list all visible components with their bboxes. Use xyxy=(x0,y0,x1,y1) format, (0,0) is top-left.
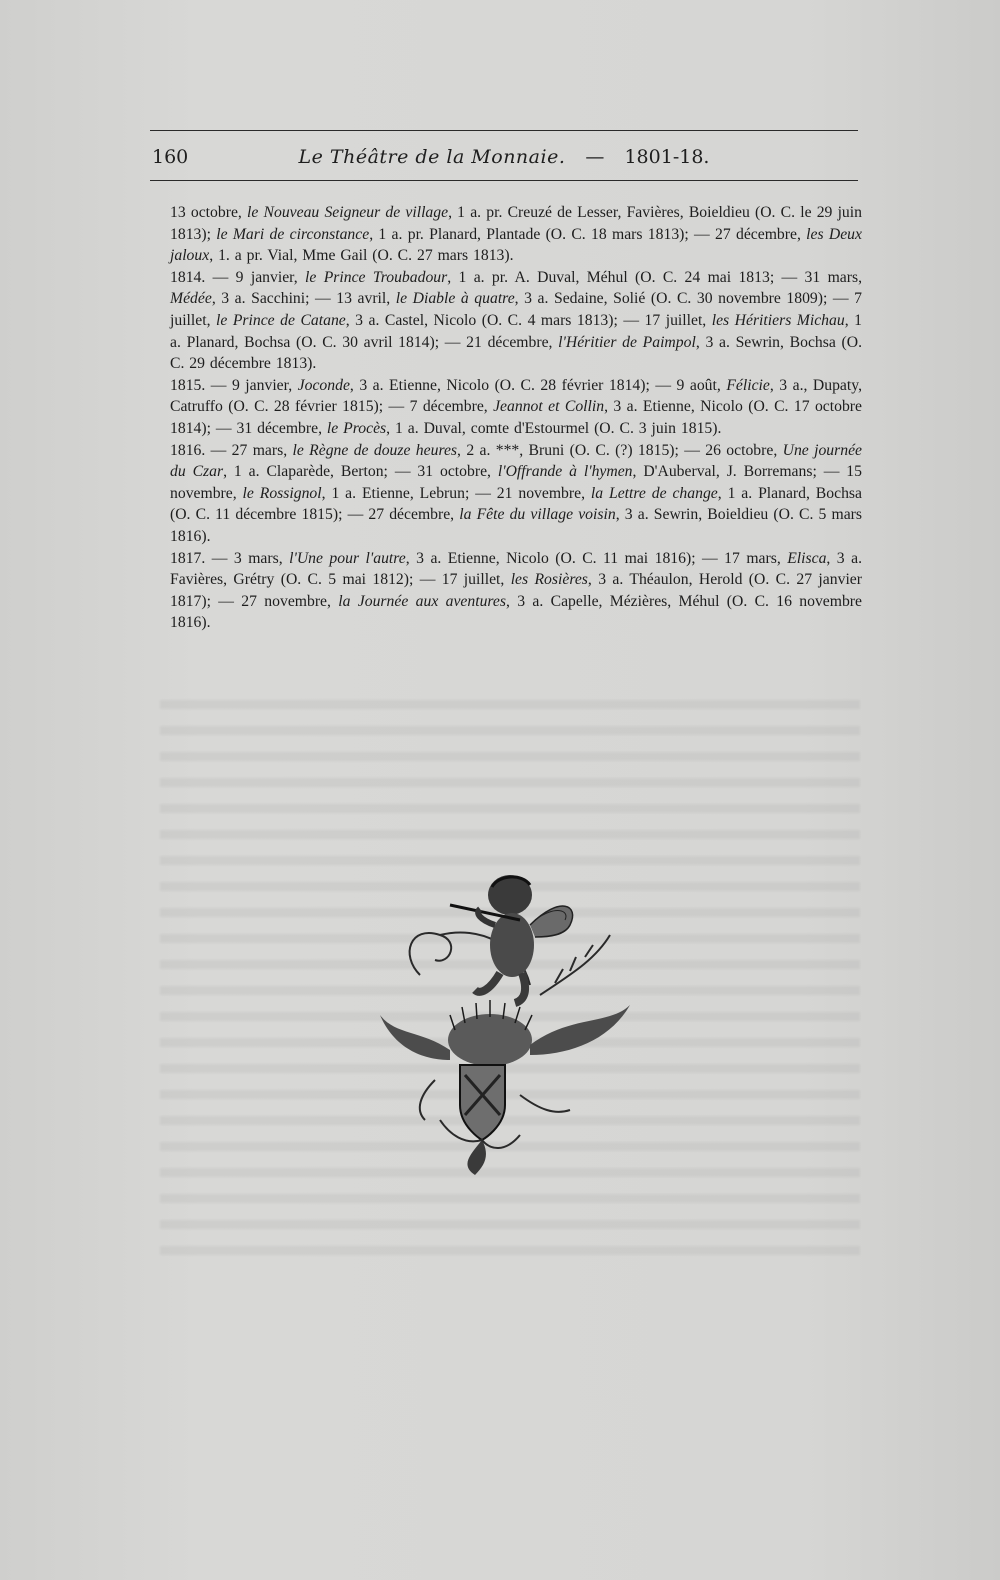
year-entry xyxy=(170,548,862,634)
work-title: l'Offrande à l'hymen xyxy=(497,463,633,481)
entry-text: , 3 a. Etienne, Nicolo (O. C. 11 mai 1816); — 17 mars, xyxy=(405,549,788,567)
entry-text: — 27 mars, xyxy=(205,441,293,459)
running-header xyxy=(150,142,858,174)
work-title: Médée xyxy=(170,290,212,308)
entry-text: — 9 janvier, xyxy=(205,376,298,394)
work-title: les Héritiers Michau xyxy=(711,311,845,329)
chronology-text xyxy=(170,202,862,634)
work-title: Une journée du Czar xyxy=(170,441,863,481)
book-title: Le Théâtre de la Monnaie. xyxy=(298,146,566,168)
work-title: la Journée aux aventures xyxy=(338,592,507,610)
entry-text: 13 octobre, xyxy=(170,204,248,221)
entry-text: , 1 a. pr. Creuzé de Lesser, Favières, Boieldieu (O. C. le 29 juin 1813); xyxy=(170,204,862,243)
work-title: les Rosières xyxy=(510,571,588,589)
header-rule-bottom xyxy=(150,180,858,181)
work-title: l'Héritier de Paimpol xyxy=(558,333,696,351)
year-entry xyxy=(170,267,862,375)
entry-text: — 3 mars, xyxy=(205,549,290,567)
entry-text: , 1 a. Planard, Bochsa (O. C. 30 avril 1814); — 21 décembre, xyxy=(170,311,862,351)
work-title: le Nouveau Seigneur de village xyxy=(247,204,449,221)
work-title: Joconde xyxy=(297,376,350,394)
year-label: 1814. xyxy=(170,268,206,286)
entry-text: , 3 a. Etienne, Nicolo (O. C. 28 février 1814); — 9 août, xyxy=(349,376,727,394)
work-title: le Rossignol xyxy=(242,484,322,502)
entry-text: , 1 a. Claparède, Berton; — 31 octobre, xyxy=(223,463,498,481)
work-title: la Fête du village voisin xyxy=(459,506,616,524)
work-title: la Lettre de change xyxy=(590,484,718,502)
year-label: 1817. xyxy=(170,549,206,567)
work-title: le Mari de circonstance xyxy=(216,225,370,243)
page-number: 160 xyxy=(152,146,189,168)
entry-text: , 3 a., Dupaty, Catruffo (O. C. 28 février 1815); — 7 décembre, xyxy=(170,376,862,416)
entry-text: , 1 a. Etienne, Lebrun; — 21 novembre, xyxy=(321,484,591,502)
work-title: les Deux jaloux xyxy=(170,225,862,265)
entry-text: — 9 janvier, xyxy=(205,268,306,286)
entry-text: , 3 a. Capelle, Mézières, Méhul (O. C. 16 novembre 1816). xyxy=(170,592,862,632)
work-title: Félicie xyxy=(726,376,770,394)
entry-text: , 1 a. Planard, Bochsa (O. C. 11 décembre 1815); — 27 décembre, xyxy=(170,484,862,524)
year-label: 1815. xyxy=(170,376,206,394)
header-separator: — xyxy=(585,146,605,168)
year-entry xyxy=(170,202,862,267)
work-title: le Diable à quatre xyxy=(395,290,515,308)
year-entry xyxy=(170,440,862,548)
work-title: le Prince de Catane xyxy=(216,311,346,329)
entry-text: , 3 a. Théaulon, Herold (O. C. 27 janvier 1817); — 27 novembre, xyxy=(170,571,862,610)
year-entry xyxy=(170,375,862,440)
running-title xyxy=(150,146,858,168)
cherub-flute-ornament-icon xyxy=(380,865,635,1185)
entry-text: , 2 a. ***, Bruni (O. C. (?) 1815); — 26 octobre, xyxy=(457,441,783,459)
work-title: le Règne de douze heures xyxy=(292,441,458,459)
entry-text: , 3 a. Castel, Nicolo (O. C. 4 mars 1813); — 17 juillet, xyxy=(345,311,712,329)
work-title: le Procès xyxy=(326,419,387,437)
work-title: Elisca xyxy=(787,549,827,567)
entry-text: , 3 a. Sacchini; — 13 avril, xyxy=(211,290,396,308)
work-title: Jeannot et Collin xyxy=(493,398,605,416)
header-rule-top xyxy=(150,130,858,131)
year-label: 1816. xyxy=(170,441,206,459)
entry-text: , 3 a. Sedaine, Solié (O. C. 30 novembre 1809); — 7 juillet, xyxy=(170,290,862,329)
entry-text: , 1 a. pr. Planard, Plantade (O. C. 18 mars 1813); — 27 décembre, xyxy=(369,225,807,243)
entry-text: , 1 a. pr. A. Duval, Méhul (O. C. 24 mai 1813; — 31 mars, xyxy=(447,268,862,286)
entry-text: , 1. a pr. Vial, Mme Gail (O. C. 27 mars 1813). xyxy=(209,247,514,265)
header-dates: 1801-18. xyxy=(624,146,710,168)
entry-text: , 3 a. Etienne, Nicolo (O. C. 17 octobre 1814); — 31 décembre, xyxy=(170,398,862,437)
entry-text: , 3 a. Favières, Grétry (O. C. 5 mai 1812); — 17 juillet, xyxy=(170,549,862,589)
entry-text: , 3 a. Sewrin, Bochsa (O. C. 29 décembre 1813). xyxy=(170,333,862,373)
entry-text: , 3 a. Sewrin, Boieldieu (O. C. 5 mars 1816). xyxy=(170,506,862,545)
entry-text: , D'Auberval, J. Borremans; — 15 novembre, xyxy=(170,463,862,502)
work-title: le Prince Troubadour xyxy=(305,268,448,286)
work-title: l'Une pour l'autre xyxy=(289,549,406,567)
entry-text: , 1 a. Duval, comte d'Estourmel (O. C. 3 juin 1815). xyxy=(386,419,722,437)
